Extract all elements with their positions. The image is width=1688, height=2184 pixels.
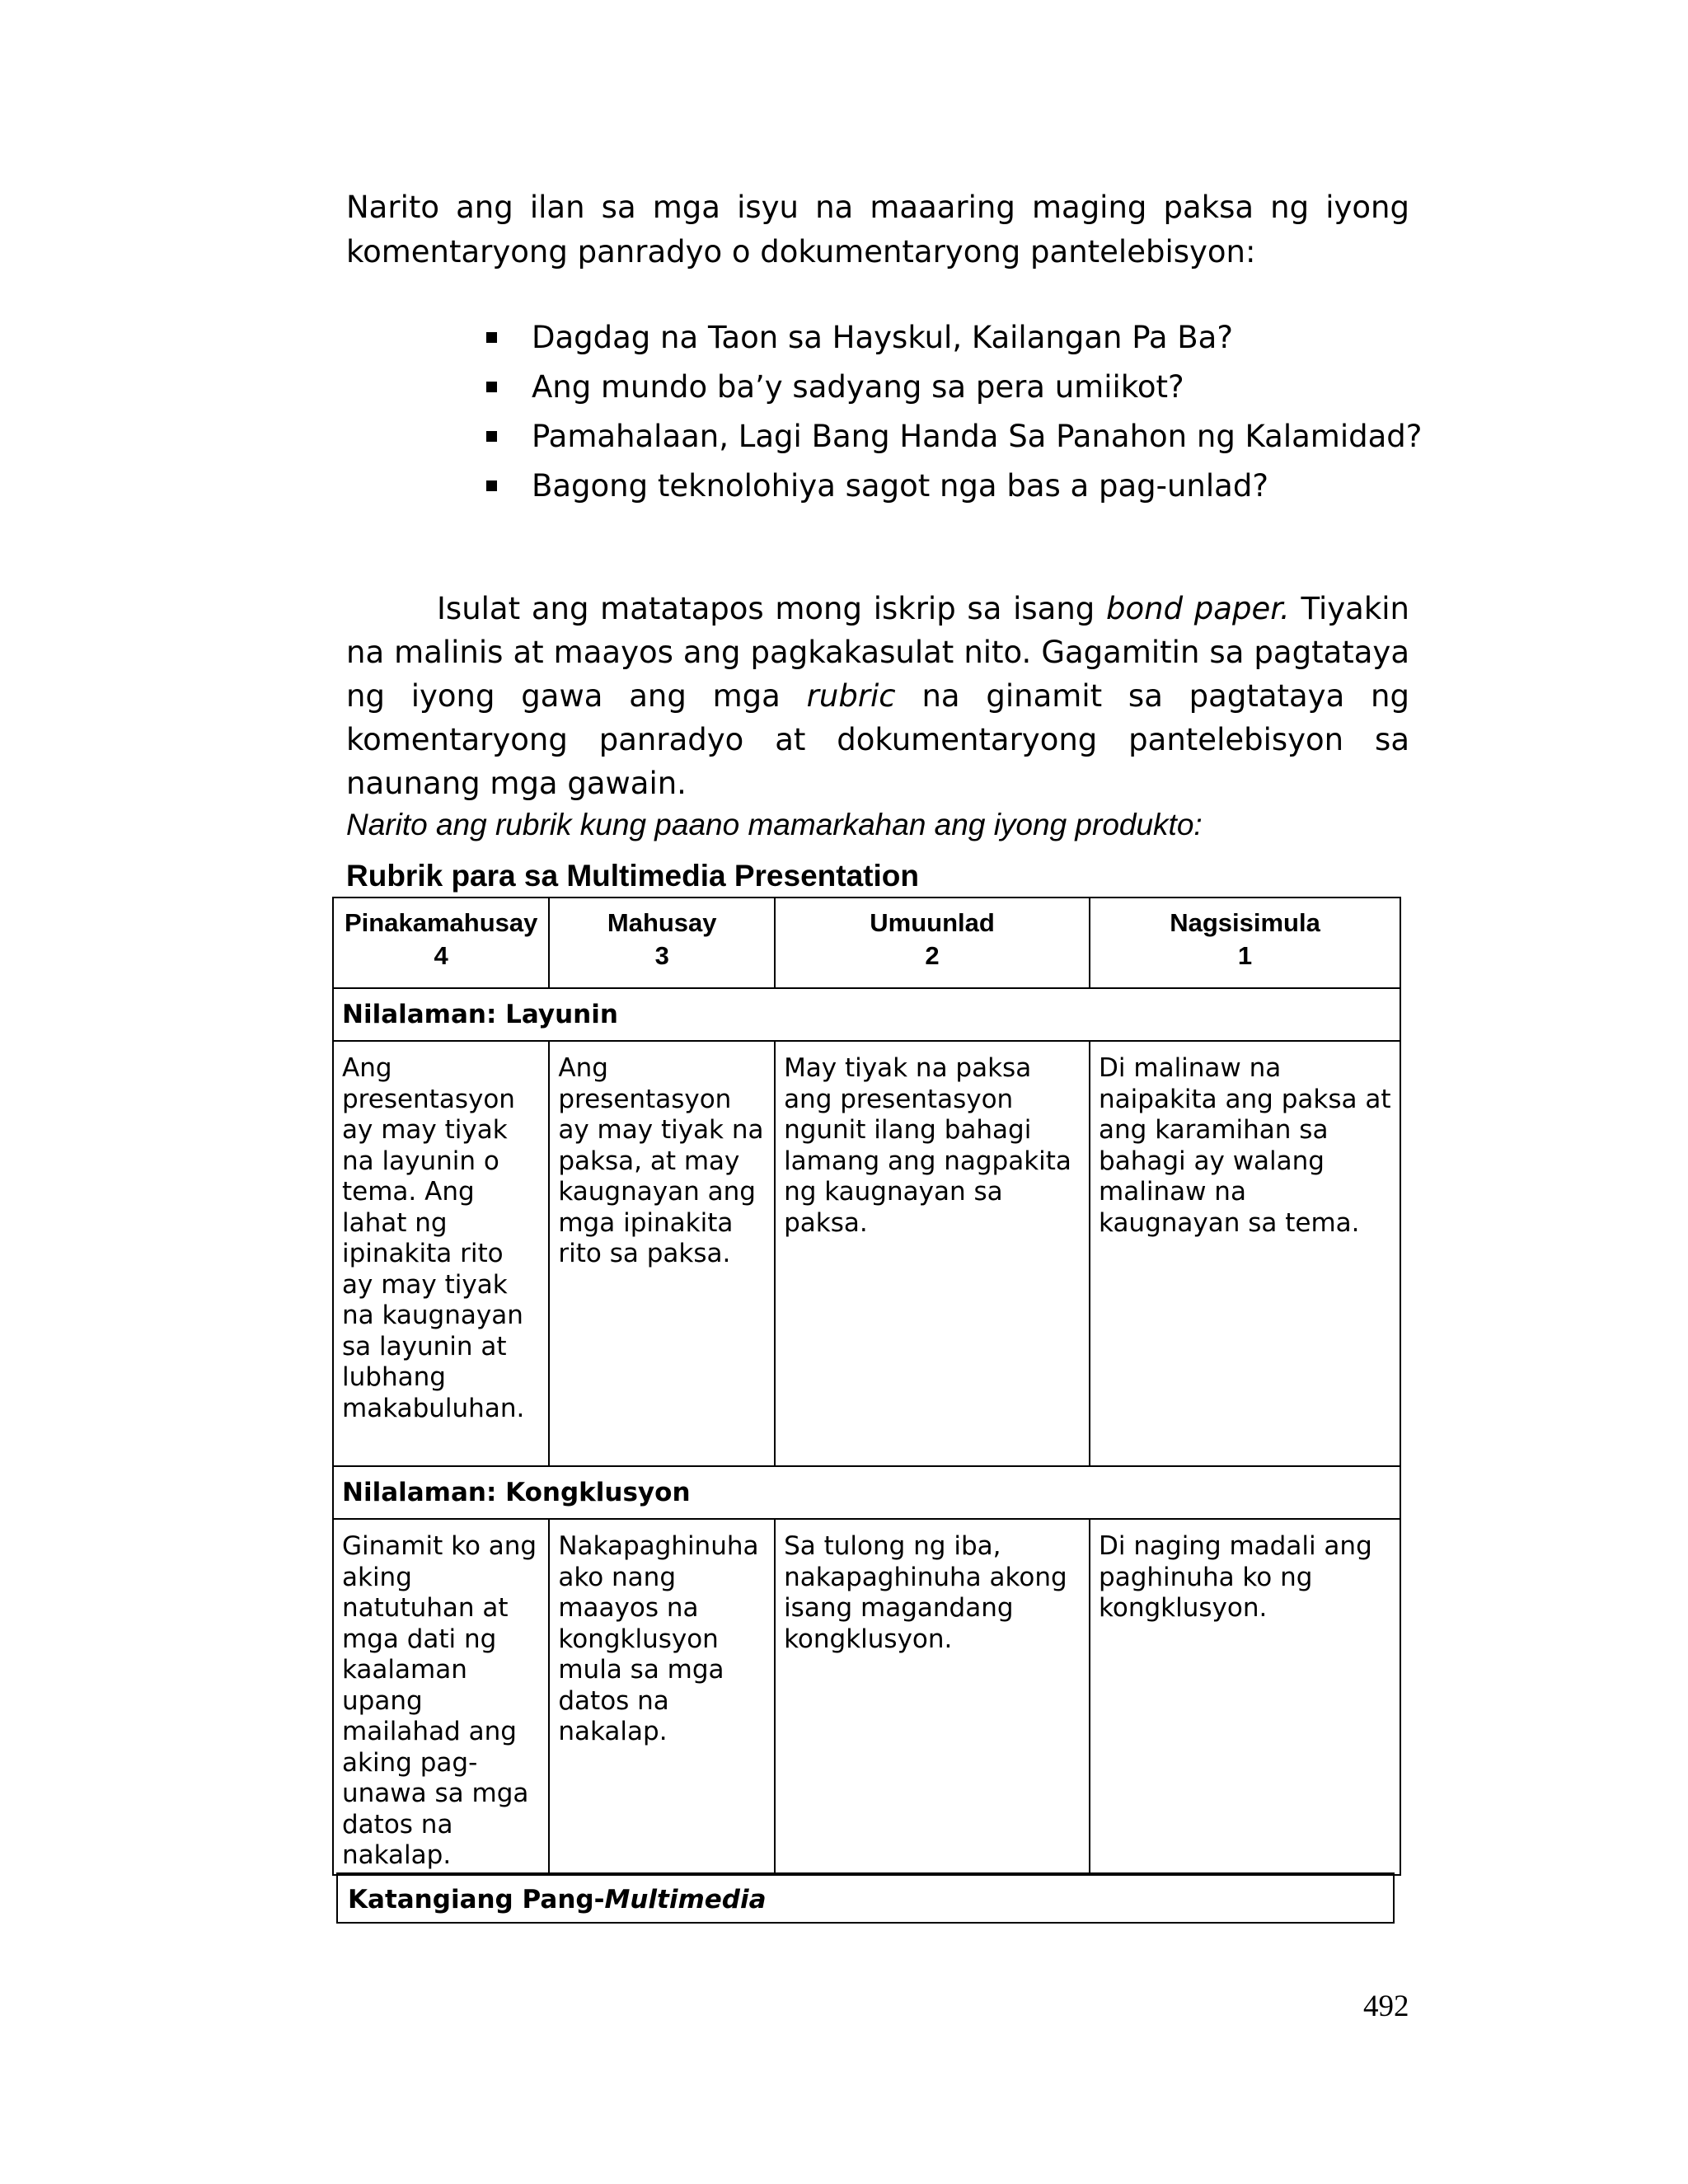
table-cell: May tiyak na paksa ang presentasyon ngunit ilang bahagi lamang ang nagpakita ng kaugnayan sa paksa. [775, 1041, 1090, 1466]
instructions-paragraph: Isulat ang matatapos mong iskrip sa isang bond paper. Tiyakin na malinis at maayos ang pagkakasulat nito. Gagamitin sa pagtataya ng iyong gawa ang mga rubric na ginamit sa pagtataya ng komentaryong panradyo at dokumentaryong pantelebisyon sa naunang mga gawain. [346, 591, 1409, 801]
section-row [333, 988, 1400, 1041]
rubric-intro: Narito ang rubrik kung paano mamarkahan ang iyong produkto: [346, 808, 1203, 841]
header-cell: Nagsisimula 1 [1090, 898, 1400, 988]
table-cell: Ang presentasyon ay may tiyak na paksa, at may kaugnayan ang mga ipinakita rito sa paksa. [549, 1041, 775, 1466]
header-cell: Mahusay 3 [549, 898, 775, 988]
header-cell: Umuunlad 2 [775, 898, 1090, 988]
table-cell: Ang presentasyon ay may tiyak na layunin o tema. Ang lahat ng ipinakita rito ay may tiyak na kaugnayan sa layunin at lubhang makabuluhan. [333, 1041, 549, 1466]
square-bullet-icon [486, 332, 497, 343]
section-title: Nilalaman: Kongklusyon [333, 1466, 1400, 1519]
table-cell: Di naging madali ang paghinuha ko ng kongklusyon. [1090, 1519, 1400, 1875]
table-cell: Di malinaw na naipakita ang paksa at ang karamihan sa bahagi ay walang malinaw na kaugnayan sa tema. [1090, 1041, 1400, 1466]
table-row [333, 1041, 1400, 1466]
table-row [333, 1519, 1400, 1875]
square-bullet-icon [486, 431, 497, 442]
section-row [333, 1466, 1400, 1519]
list-item: Pamahalaan, Lagi Bang Handa Sa Panahon ng Kalamidad? [486, 412, 1422, 462]
list-item: Dagdag na Taon sa Hayskul, Kailangan Pa Ba? [486, 313, 1422, 363]
square-bullet-icon [486, 382, 497, 392]
rubric-title: Rubrik para sa Multimedia Presentation [346, 859, 919, 893]
rubric-table [332, 897, 1401, 1876]
section-title: Nilalaman: Layunin [333, 988, 1400, 1041]
square-bullet-icon [486, 480, 497, 491]
next-section-title: Katangiang Pang-Multimedia [336, 1872, 1395, 1924]
page-number: 492 [1363, 1990, 1409, 2023]
table-cell: Sa tulong ng iba, nakapaghinuha akong isang magandang kongklusyon. [775, 1519, 1090, 1875]
list-item: Ang mundo ba’y sadyang sa pera umiikot? [486, 363, 1422, 412]
table-header-row [333, 898, 1400, 988]
list-item: Bagong teknolohiya sagot nga bas a pag-unlad? [486, 462, 1422, 511]
issue-list [486, 313, 1422, 511]
table-cell: Nakapaghinuha ako nang maayos na kongklusyon mula sa mga datos na nakalap. [549, 1519, 775, 1875]
intro-paragraph: Narito ang ilan sa mga isyu na maaaring maging paksa ng iyong komentaryong panradyo o dokumentaryong pantelebisyon: [346, 190, 1409, 269]
table-cell: Ginamit ko ang aking natutuhan at mga dati ng kaalaman upang mailahad ang aking pag-unawa sa mga datos na nakalap. [333, 1519, 549, 1875]
header-cell: Pinakamahusay 4 [333, 898, 549, 988]
